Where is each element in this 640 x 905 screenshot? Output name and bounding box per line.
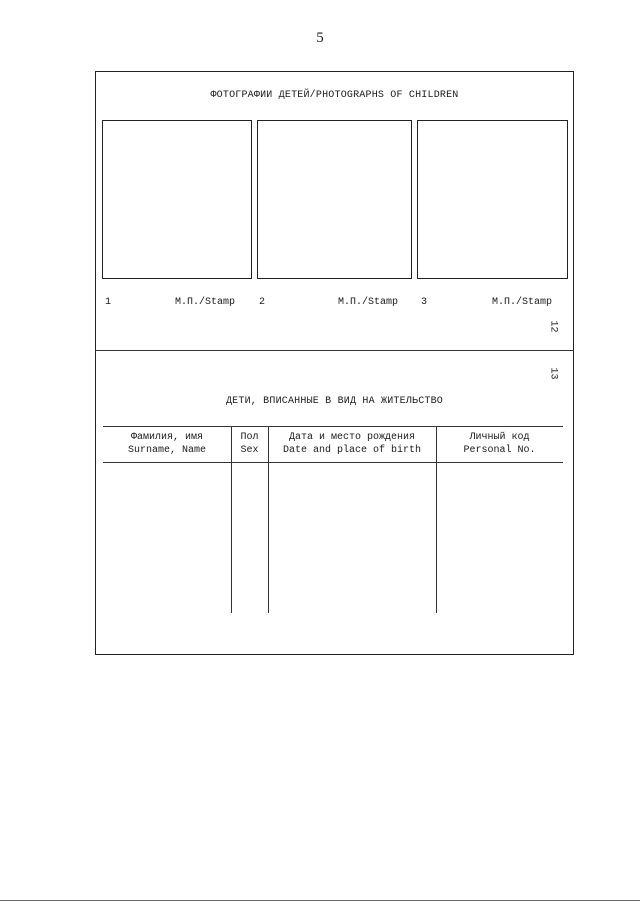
column-header-birth-ru: Дата и место рождения (288, 432, 416, 443)
column-header-name (103, 431, 231, 457)
table-top-line (103, 426, 563, 427)
column-header-personal-no-ru: Личный код (469, 432, 530, 443)
column-header-sex-ru: Пол (240, 432, 259, 443)
photo-box-3 (417, 120, 568, 279)
side-page-number-12: 12 (547, 320, 559, 333)
column-header-personal-no (436, 431, 563, 457)
column-header-birth-en: Date and place of birth (282, 445, 422, 456)
stamp-label-2: М.П./Stamp (338, 297, 399, 308)
children-section-title: ДЕТИ, ВПИСАННЫЕ В ВИД НА ЖИТЕЛЬСТВО (225, 396, 444, 407)
photo-number-3: 3 (421, 297, 428, 308)
photo-box-1 (102, 120, 252, 279)
stamp-label-1: М.П./Stamp (175, 297, 236, 308)
photos-section-title: ФОТОГРАФИИ ДЕТЕЙ/PHOTOGRAPHS OF CHILDREN (210, 90, 459, 101)
column-header-name-en: Surname, Name (127, 445, 206, 456)
photo-number-1: 1 (105, 297, 112, 308)
page-bottom-edge (0, 900, 640, 901)
section-divider (95, 350, 574, 351)
column-header-sex (231, 431, 268, 457)
stamp-label-3: М.П./Stamp (492, 297, 553, 308)
column-header-personal-no-en: Personal No. (463, 445, 536, 456)
column-header-name-ru: Фамилия, имя (130, 432, 203, 443)
side-page-number-13: 13 (547, 367, 559, 380)
page-number: 5 (316, 30, 324, 46)
photo-number-2: 2 (259, 297, 266, 308)
photo-box-2 (257, 120, 412, 279)
column-header-sex-en: Sex (240, 445, 259, 456)
table-header-bottom-line (103, 462, 563, 463)
column-header-birth (268, 431, 436, 457)
